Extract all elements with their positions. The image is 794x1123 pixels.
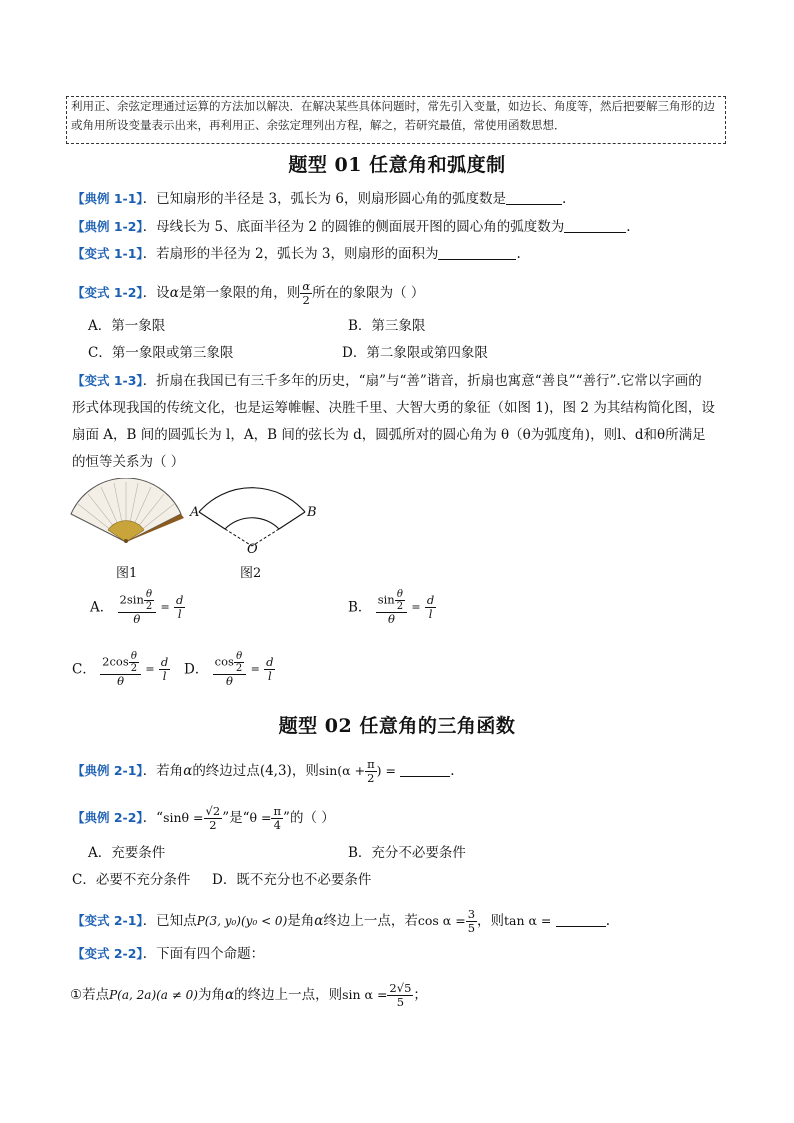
variant-1-1 [72, 244, 521, 264]
option-b[interactable] [348, 589, 436, 626]
option-label: D． [184, 661, 209, 678]
denominator: θ [225, 674, 233, 688]
section-1-title: 题型 01 任意角和弧度制 [288, 154, 506, 176]
text: ”的（ ） [283, 810, 335, 826]
expression: sin α = [342, 987, 388, 1002]
option-d[interactable]: D．第二象限或第四象限 [342, 345, 488, 361]
folding-fan-figure [68, 478, 188, 548]
example-2-1 [72, 758, 455, 785]
theta: θ [234, 651, 244, 663]
fraction-d-over-l [425, 594, 436, 621]
numerator: α [302, 279, 311, 293]
numerator: d [176, 593, 184, 607]
numerator: 2√5 [389, 981, 412, 995]
denominator: l [177, 607, 182, 621]
point-expression: P(a, 2a)(a ≠ 0) [109, 988, 198, 1002]
numerator: d [160, 655, 169, 669]
denominator: 5 [396, 995, 405, 1009]
two: 2 [235, 663, 243, 674]
answer-blank[interactable] [400, 762, 450, 777]
two: 2 [145, 601, 153, 612]
option-b[interactable]: B．第三象限 [348, 318, 426, 334]
variant-1-3-line-2: 形式体现我国的传统文化，也是运筹帷幄、决胜千里、大智大勇的象征（如图 1)，图 2 为其结构简化图，设 [72, 400, 715, 416]
equals: = [411, 600, 421, 614]
variant-2-2-tag: 【变式 2-2】 [72, 946, 143, 961]
period: . [626, 219, 631, 235]
fraction-2sin-half-theta-over-theta [118, 589, 157, 626]
answer-blank[interactable] [564, 218, 626, 233]
fraction-2cos-half-theta-over-theta [100, 651, 141, 688]
denominator: θ [117, 674, 125, 688]
fraction-root2-over-2 [204, 805, 223, 832]
text: ．下面有四个命题： [142, 946, 265, 962]
half-theta [234, 651, 244, 674]
variant-1-3-line-1 [72, 367, 722, 395]
expression: cos α = [417, 913, 466, 928]
example-2-2 [72, 805, 335, 832]
denominator: 5 [467, 921, 476, 935]
intro-box [66, 96, 726, 144]
text: 若点 [82, 987, 110, 1003]
half-theta [395, 589, 405, 612]
answer-blank[interactable] [438, 245, 516, 260]
text: 是第一象限的角，则 [178, 285, 301, 301]
answer-blank[interactable] [506, 190, 562, 205]
text: ，则 [477, 913, 505, 929]
func-text: 2sin [119, 592, 144, 607]
theta: θ [395, 589, 405, 601]
option-a[interactable] [90, 589, 185, 626]
figure-2-caption: 图2 [240, 566, 262, 581]
func-text: 2cos [102, 654, 129, 669]
point-expression: P(3, y₀)(y₀ < 0) [196, 914, 288, 928]
variant-2-2 [72, 944, 264, 964]
variant-1-3 [72, 367, 722, 476]
expression: sin(α + [318, 763, 366, 778]
answer-blank[interactable] [556, 912, 606, 927]
option-b[interactable]: B．充分不必要条件 [348, 845, 466, 861]
text: ．若角 [142, 763, 184, 779]
variant-1-3-tag: 【变式 1-3】 [72, 373, 143, 388]
text: ．折扇在我国已有三千多年的历史，“扇”与“善”谐音，折扇也寓意“善良”“善行”.它常以字画的 [142, 373, 702, 389]
text: ．已知点 [142, 913, 197, 929]
circled-number: ① [70, 987, 83, 1003]
example-1-2-tag: 【典例 1-2】 [72, 219, 143, 234]
option-label: C． [72, 661, 96, 678]
text: 所在的象限为（ ） [312, 285, 425, 301]
equals: = [145, 662, 155, 676]
text: ； [413, 987, 427, 1003]
fraction-d-over-l [159, 656, 170, 683]
numerator [213, 651, 247, 675]
point-coordinates: (4,3) [259, 763, 292, 779]
alpha-symbol: α [169, 285, 179, 301]
variant-1-2-tag: 【变式 1-2】 [72, 285, 143, 300]
period: . [450, 763, 455, 779]
variant-1-3-line-3: 扇面 A，B 间的圆弧长为 l，A，B 间的弦长为 d，圆弧所对的圆心角为 θ（θ为弧度角)，则l、d和θ所满足 [72, 427, 706, 443]
theta: θ [144, 589, 154, 601]
text: ”是“ [222, 810, 250, 826]
text: ．“ [142, 810, 164, 826]
text: 终边上一点，若 [323, 913, 418, 929]
numerator: π [367, 757, 375, 771]
example-2-1-tag: 【典例 2-1】 [72, 763, 143, 778]
proposition-1 [70, 982, 427, 1009]
two: 2 [396, 601, 404, 612]
alpha-symbol: α [314, 913, 324, 929]
fraction-d-over-l [264, 656, 275, 683]
example-1-1-tag: 【典例 1-1】 [72, 191, 143, 206]
denominator: 2 [302, 293, 310, 307]
denominator: 2 [367, 771, 375, 785]
denominator: θ [133, 612, 141, 626]
figure-1-caption: 图1 [116, 566, 138, 581]
func-text: cos [214, 654, 234, 669]
denominator: 4 [273, 818, 281, 832]
alpha-symbol: α [224, 987, 235, 1003]
option-c[interactable] [72, 651, 170, 688]
variant-1-3-line-4: 的恒等关系为（ ） [72, 454, 185, 470]
fraction-cos-half-theta-over-theta [213, 651, 247, 688]
numerator [100, 651, 141, 675]
numerator: √2 [205, 804, 221, 818]
denominator: θ [387, 612, 395, 626]
variant-1-2 [72, 280, 424, 307]
section-2-title: 题型 02 任意角的三角函数 [278, 715, 516, 737]
theta: θ [129, 651, 139, 663]
period: . [516, 246, 521, 262]
text: 是角 [287, 913, 315, 929]
text: 为角 [197, 987, 225, 1003]
variant-1-1-tag: 【变式 1-1】 [72, 246, 143, 261]
option-label: B． [348, 599, 372, 616]
option-a[interactable]: A．第一象限 [88, 318, 166, 334]
expression: tan α = [504, 913, 552, 928]
fraction-2root5-over-5 [387, 982, 413, 1009]
fraction-3-over-5 [466, 908, 477, 935]
example-1-1-text: ．已知扇形的半径是 3，弧长为 6，则扇形圆心角的弧度数是 [142, 191, 506, 207]
option-label: A． [90, 599, 114, 616]
text: 的终边上一点，则 [234, 987, 343, 1003]
variant-2-1 [72, 908, 610, 935]
equals: = [160, 600, 170, 614]
example-1-1 [72, 189, 566, 209]
denominator: l [428, 607, 433, 621]
fraction-pi-over-2 [365, 758, 377, 785]
text: ．设 [142, 285, 170, 301]
option-d[interactable]: D．既不充分也不必要条件 [212, 872, 372, 888]
denominator: l [162, 669, 167, 683]
func-text: sin [377, 592, 395, 607]
denominator: l [267, 669, 272, 683]
point-o-label: O [247, 542, 258, 557]
fraction-alpha-over-2 [300, 280, 312, 307]
example-2-2-tag: 【典例 2-2】 [72, 810, 143, 825]
expression: sinθ = [163, 810, 204, 825]
expression: θ = [249, 810, 272, 825]
two: 2 [130, 663, 138, 674]
period: . [561, 191, 567, 207]
alpha-symbol: α [183, 763, 193, 779]
half-theta [144, 589, 154, 612]
expression: ) = [376, 763, 396, 778]
numerator: d [426, 593, 435, 607]
half-theta [129, 651, 139, 674]
variant-2-1-tag: 【变式 2-1】 [72, 913, 143, 928]
period: . [605, 913, 610, 929]
example-1-2-text: ．母线长为 5、底面半径为 2 的圆锥的侧面展开图的圆心角的弧度数为 [142, 219, 565, 235]
fraction-sin-half-theta-over-theta [376, 589, 407, 626]
numerator: d [266, 655, 274, 669]
denominator: 2 [209, 818, 217, 832]
option-c[interactable]: C．第一象限或第三象限 [88, 345, 234, 361]
text: 的终边过点 [192, 763, 260, 779]
point-b-label: B [307, 505, 317, 520]
option-a[interactable]: A．充要条件 [88, 845, 166, 861]
numerator: π [273, 804, 282, 818]
intro-text: 利用正、余弦定理通过运算的方法加以解决．在解决某些具体问题时，常先引入变量，如边长、角度等，然后把要解三角形的边或角用所设变量表示出来，再利用正、余弦定理列出方程，解之，若研究最值，常使用函数思想． [71, 99, 715, 132]
numerator: 3 [467, 907, 476, 921]
point-a-label: A [190, 505, 200, 520]
variant-1-1-text: ．若扇形的半径为 2，弧长为 3，则扇形的面积为 [142, 246, 439, 262]
fraction-pi-over-4 [271, 805, 283, 832]
equals: = [250, 662, 260, 676]
example-1-2 [72, 217, 631, 237]
text: ，则 [291, 763, 319, 779]
option-c[interactable]: C．必要不充分条件 [72, 872, 191, 888]
fraction-d-over-l [174, 594, 185, 621]
numerator [118, 589, 157, 613]
option-d[interactable] [184, 651, 275, 688]
numerator [376, 589, 407, 613]
